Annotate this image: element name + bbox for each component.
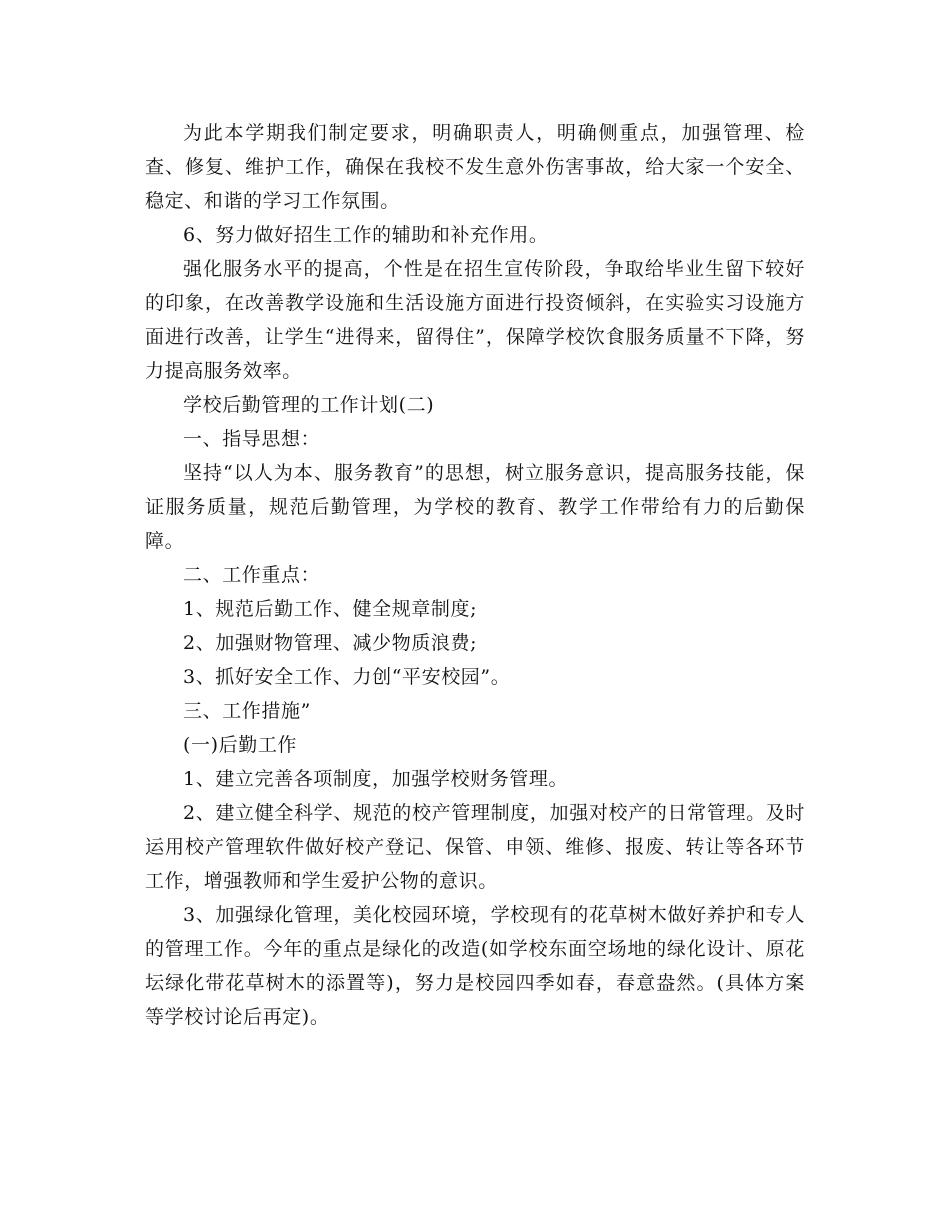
list-item-focus-2: 2、加强财物管理、减少物质浪费;	[183, 632, 478, 654]
heading-work-measures: 三、工作措施”	[183, 700, 311, 722]
paragraph-guiding-ideology: 坚持“以人为本、服务教育”的思想，树立服务意识，提高服务技能，保证服务质量，规范后勤管理，为学校的教育、教学工作带给有力的后勤保障。	[145, 462, 805, 552]
section-title-plan-2: 学校后勤管理的工作计划(二)	[183, 394, 435, 416]
paragraph-service-improvement: 强化服务水平的提高，个性是在招生宣传阶段，争取给毕业生留下较好的印象，在改善教学设施和生活设施方面进行投资倾斜，在实验实习设施方面进行改善，让学生“进得来，留得住”，保障学校饮食服务质量不下降，努力提高服务效率。	[145, 258, 805, 382]
heading-guiding-ideology: 一、指导思想：	[183, 428, 321, 450]
subheading-logistics-work: (一)后勤工作	[183, 734, 298, 756]
document-body	[145, 116, 805, 1034]
list-item-focus-1: 1、规范后勤工作、健全规章制度;	[183, 598, 478, 620]
heading-work-focus: 二、工作重点：	[183, 564, 321, 586]
list-item-measure-2: 2、建立健全科学、规范的校产管理制度，加强对校产的日常管理。及时运用校产管理软件做好校产登记、保管、申领、维修、报废、转让等各环节工作，增强教师和学生爱护公物的意识。	[145, 802, 805, 892]
paragraph-safety-requirements: 为此本学期我们制定要求，明确职责人，明确侧重点，加强管理、检查、修复、维护工作，确保在我校不发生意外伤害事故，给大家一个安全、稳定、和谐的学习工作氛围。	[145, 122, 805, 212]
list-item-measure-1: 1、建立完善各项制度，加强学校财务管理。	[183, 768, 569, 790]
list-item-measure-3: 3、加强绿化管理，美化校园环境，学校现有的花草树木做好养护和专人的管理工作。今年的重点是绿化的改造(如学校东面空场地的绿化设计、原花坛绿化带花草树木的添置等)，努力是校园四季如春，春意盎然。(具体方案等学校讨论后再定)。	[145, 904, 805, 1028]
list-item-focus-3: 3、抓好安全工作、力创“平安校园”。	[183, 666, 511, 688]
paragraph-item-6-enrollment: 6、努力做好招生工作的辅助和补充作用。	[183, 224, 549, 246]
